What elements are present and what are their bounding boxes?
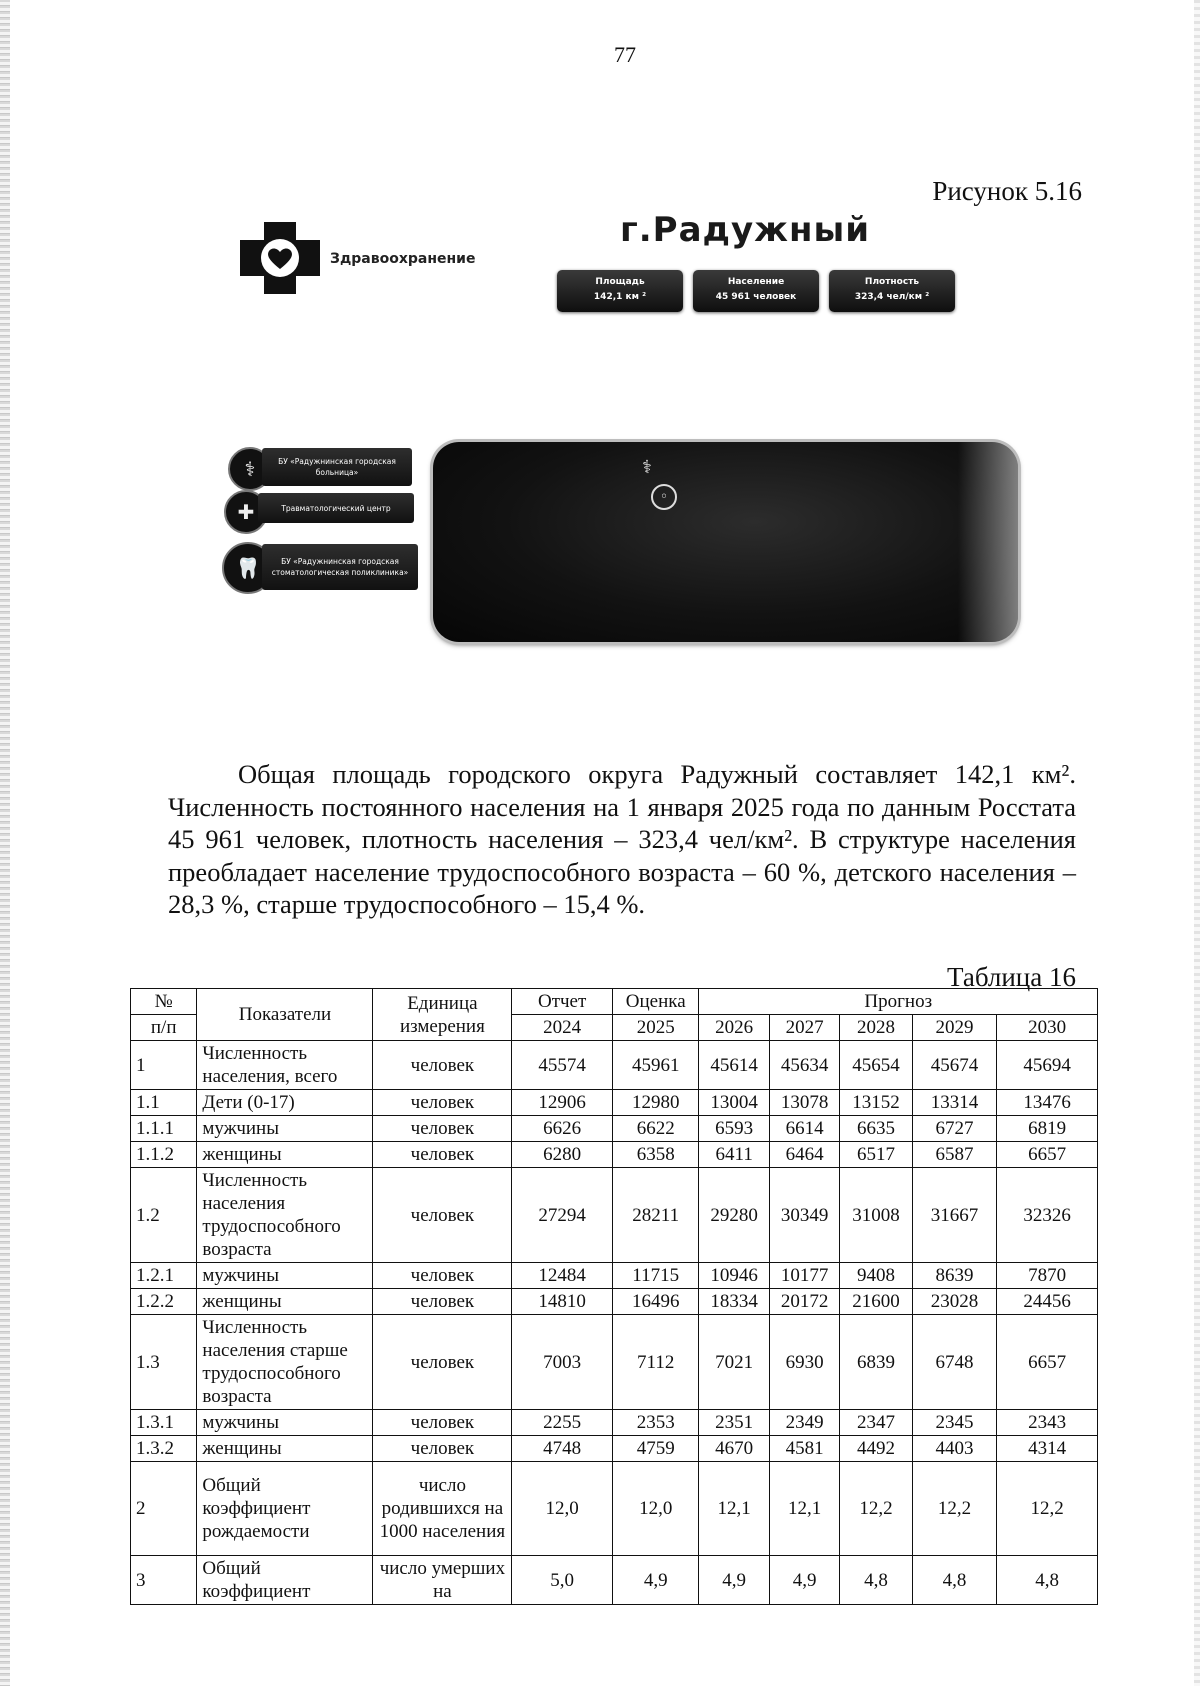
row-number-cell: 1.3.1	[131, 1410, 197, 1436]
body-paragraph	[168, 758, 1076, 921]
value-cell: 7003	[512, 1315, 613, 1410]
value-cell: 24456	[997, 1289, 1098, 1315]
stat-value: 45 961 человек	[715, 292, 797, 302]
value-cell: 30349	[769, 1168, 839, 1263]
value-cell: 13476	[997, 1090, 1098, 1116]
facility-hospital: БУ «Радужнинская городская больница»	[262, 448, 412, 486]
value-cell: 12,2	[840, 1462, 912, 1556]
value-cell: 31008	[840, 1168, 912, 1263]
stat-label: Плотность	[864, 277, 920, 287]
value-cell: 28211	[612, 1168, 699, 1263]
value-cell: 2347	[840, 1410, 912, 1436]
value-cell: 6587	[912, 1142, 997, 1168]
value-cell: 6626	[512, 1116, 613, 1142]
row-number-cell: 1.3	[131, 1315, 197, 1410]
value-cell: 21600	[840, 1289, 912, 1315]
table-row	[131, 1142, 1098, 1168]
stat-card-area	[557, 270, 683, 312]
tooth-icon: 🦷	[222, 542, 274, 594]
value-cell: 31667	[912, 1168, 997, 1263]
trauma-cross-icon: ✚	[224, 490, 268, 534]
value-cell: 4,9	[769, 1556, 839, 1605]
city-map-panel	[433, 442, 1018, 642]
header-number-sub: п/п	[131, 1015, 197, 1041]
value-cell: 4,8	[840, 1556, 912, 1605]
value-cell: 5,0	[512, 1556, 613, 1605]
hospital-icon: ⚕	[228, 447, 272, 491]
value-cell: 18334	[699, 1289, 769, 1315]
header-estimate: Оценка	[612, 989, 699, 1015]
stat-value: 323,4 чел/км ²	[854, 292, 930, 302]
value-cell: 7112	[612, 1315, 699, 1410]
value-cell: 45961	[612, 1041, 699, 1090]
scan-edge-left	[0, 0, 10, 1686]
value-cell: 23028	[912, 1289, 997, 1315]
value-cell: 4,9	[699, 1556, 769, 1605]
value-cell: 6748	[912, 1315, 997, 1410]
table-row	[131, 1263, 1098, 1289]
value-cell: 13314	[912, 1090, 997, 1116]
value-cell: 12,1	[769, 1462, 839, 1556]
value-cell: 4581	[769, 1436, 839, 1462]
facility-dental-clinic: БУ «Радужнинская городская стоматологическая поликлиника»	[262, 544, 418, 590]
city-title: г.Радужный	[620, 210, 871, 250]
unit-cell: человек	[373, 1041, 512, 1090]
value-cell: 6622	[612, 1116, 699, 1142]
value-cell: 13152	[840, 1090, 912, 1116]
value-cell: 4314	[997, 1436, 1098, 1462]
row-number-cell: 3	[131, 1556, 197, 1605]
value-cell: 4,8	[912, 1556, 997, 1605]
value-cell: 6280	[512, 1142, 613, 1168]
value-cell: 6819	[997, 1116, 1098, 1142]
unit-cell: число умерших на	[373, 1556, 512, 1605]
value-cell: 12,2	[997, 1462, 1098, 1556]
facility-trauma-center: Травматологический центр	[258, 493, 414, 523]
unit-cell: человек	[373, 1142, 512, 1168]
value-cell: 27294	[512, 1168, 613, 1263]
indicator-cell: Численность населения, всего	[197, 1041, 373, 1090]
row-number-cell: 2	[131, 1462, 197, 1556]
paragraph-text: Общая площадь городского округа Радужный составляет 142,1 км². Численность постоянного населения на 1 января 2025 года по данным Росстата 45 961 человек, плотность населения – 323,4 чел/км². В структуре населения преобладает население трудоспособного возраста – 60 %, детского населения – 28,3 %, старше трудоспособного – 15,4 %.	[168, 759, 1076, 919]
table-row	[131, 1041, 1098, 1090]
dental-map-marker-icon: ◦	[651, 484, 677, 510]
value-cell: 2353	[612, 1410, 699, 1436]
table-row	[131, 1116, 1098, 1142]
value-cell: 14810	[512, 1289, 613, 1315]
value-cell: 6657	[997, 1315, 1098, 1410]
unit-cell: человек	[373, 1263, 512, 1289]
value-cell: 6517	[840, 1142, 912, 1168]
hospital-map-marker-icon: ⚕	[642, 457, 652, 478]
value-cell: 6358	[612, 1142, 699, 1168]
header-estimate-year: 2025	[612, 1015, 699, 1041]
unit-cell: человек	[373, 1116, 512, 1142]
value-cell: 2255	[512, 1410, 613, 1436]
value-cell: 45694	[997, 1041, 1098, 1090]
row-number-cell: 1.2.2	[131, 1289, 197, 1315]
table-body	[131, 1041, 1098, 1605]
value-cell: 13004	[699, 1090, 769, 1116]
value-cell: 20172	[769, 1289, 839, 1315]
row-number-cell: 1.1.2	[131, 1142, 197, 1168]
value-cell: 12980	[612, 1090, 699, 1116]
value-cell: 12,0	[512, 1462, 613, 1556]
value-cell: 2349	[769, 1410, 839, 1436]
table-row	[131, 1168, 1098, 1263]
value-cell: 2351	[699, 1410, 769, 1436]
indicator-cell: женщины	[197, 1436, 373, 1462]
value-cell: 45674	[912, 1041, 997, 1090]
unit-cell: человек	[373, 1090, 512, 1116]
unit-cell: человек	[373, 1315, 512, 1410]
table-row	[131, 1289, 1098, 1315]
indicator-cell: женщины	[197, 1142, 373, 1168]
header-forecast-year: 2027	[769, 1015, 839, 1041]
header-forecast-year: 2028	[840, 1015, 912, 1041]
value-cell: 45614	[699, 1041, 769, 1090]
value-cell: 6593	[699, 1116, 769, 1142]
stat-label: Площадь	[595, 277, 645, 287]
indicator-cell: женщины	[197, 1289, 373, 1315]
value-cell: 12,2	[912, 1462, 997, 1556]
row-number-cell: 1	[131, 1041, 197, 1090]
stat-card-density	[829, 270, 955, 312]
value-cell: 45634	[769, 1041, 839, 1090]
row-number-cell: 1.1.1	[131, 1116, 197, 1142]
value-cell: 32326	[997, 1168, 1098, 1263]
header-report-year: 2024	[512, 1015, 613, 1041]
stat-label: Население	[727, 277, 785, 287]
indicator-cell: Численность населения трудоспособного возраста	[197, 1168, 373, 1263]
value-cell: 6839	[840, 1315, 912, 1410]
indicator-cell: Дети (0-17)	[197, 1090, 373, 1116]
unit-cell: число родившихся на 1000 населения	[373, 1462, 512, 1556]
value-cell: 7870	[997, 1263, 1098, 1289]
value-cell: 10177	[769, 1263, 839, 1289]
value-cell: 6727	[912, 1116, 997, 1142]
row-number-cell: 1.1	[131, 1090, 197, 1116]
table-caption: Таблица 16	[947, 962, 1076, 992]
indicator-cell: Общий коэффициент рождаемости	[197, 1462, 373, 1556]
figure-caption: Рисунок 5.16	[932, 176, 1082, 206]
value-cell: 12484	[512, 1263, 613, 1289]
header-forecast-year: 2030	[997, 1015, 1098, 1041]
indicator-cell: мужчины	[197, 1116, 373, 1142]
value-cell: 6635	[840, 1116, 912, 1142]
value-cell: 4,9	[612, 1556, 699, 1605]
header-number: №	[131, 989, 197, 1015]
sector-label: Здравоохранение	[330, 251, 476, 267]
stat-row	[557, 270, 957, 314]
value-cell: 6657	[997, 1142, 1098, 1168]
header-forecast-year: 2026	[699, 1015, 769, 1041]
value-cell: 2345	[912, 1410, 997, 1436]
value-cell: 4,8	[997, 1556, 1098, 1605]
value-cell: 8639	[912, 1263, 997, 1289]
value-cell: 12,1	[699, 1462, 769, 1556]
indicator-cell: Численность населения старше трудоспособного возраста	[197, 1315, 373, 1410]
value-cell: 45574	[512, 1041, 613, 1090]
unit-cell: человек	[373, 1410, 512, 1436]
value-cell: 2343	[997, 1410, 1098, 1436]
table-row	[131, 1315, 1098, 1410]
table-row	[131, 1436, 1098, 1462]
value-cell: 4403	[912, 1436, 997, 1462]
value-cell: 10946	[699, 1263, 769, 1289]
value-cell: 6930	[769, 1315, 839, 1410]
unit-cell: человек	[373, 1168, 512, 1263]
header-forecast-year: 2029	[912, 1015, 997, 1041]
table-row	[131, 1462, 1098, 1556]
value-cell: 6464	[769, 1142, 839, 1168]
indicator-cell: Общий коэффициент	[197, 1556, 373, 1605]
page-number: 77	[614, 42, 636, 67]
value-cell: 6614	[769, 1116, 839, 1142]
table-row	[131, 1410, 1098, 1436]
row-number-cell: 1.2.1	[131, 1263, 197, 1289]
stat-value: 142,1 км ²	[593, 292, 647, 302]
header-forecast: Прогноз	[699, 989, 1098, 1015]
value-cell: 4670	[699, 1436, 769, 1462]
value-cell: 9408	[840, 1263, 912, 1289]
value-cell: 13078	[769, 1090, 839, 1116]
value-cell: 4759	[612, 1436, 699, 1462]
unit-cell: человек	[373, 1289, 512, 1315]
header-report: Отчет	[512, 989, 613, 1015]
value-cell: 6411	[699, 1142, 769, 1168]
value-cell: 12906	[512, 1090, 613, 1116]
header-unit: Единица измерения	[373, 989, 512, 1041]
stat-card-population	[693, 270, 819, 312]
table-row	[131, 1556, 1098, 1605]
value-cell: 4492	[840, 1436, 912, 1462]
scan-edge-right	[1194, 0, 1200, 1686]
healthcare-cross-heart-icon	[240, 222, 320, 294]
indicator-cell: мужчины	[197, 1263, 373, 1289]
value-cell: 4748	[512, 1436, 613, 1462]
value-cell: 16496	[612, 1289, 699, 1315]
demographics-table	[130, 988, 1098, 1605]
row-number-cell: 1.3.2	[131, 1436, 197, 1462]
value-cell: 12,0	[612, 1462, 699, 1556]
value-cell: 45654	[840, 1041, 912, 1090]
header-indicator: Показатели	[197, 989, 373, 1041]
value-cell: 7021	[699, 1315, 769, 1410]
value-cell: 29280	[699, 1168, 769, 1263]
indicator-cell: мужчины	[197, 1410, 373, 1436]
unit-cell: человек	[373, 1436, 512, 1462]
value-cell: 11715	[612, 1263, 699, 1289]
table-row	[131, 1090, 1098, 1116]
row-number-cell: 1.2	[131, 1168, 197, 1263]
